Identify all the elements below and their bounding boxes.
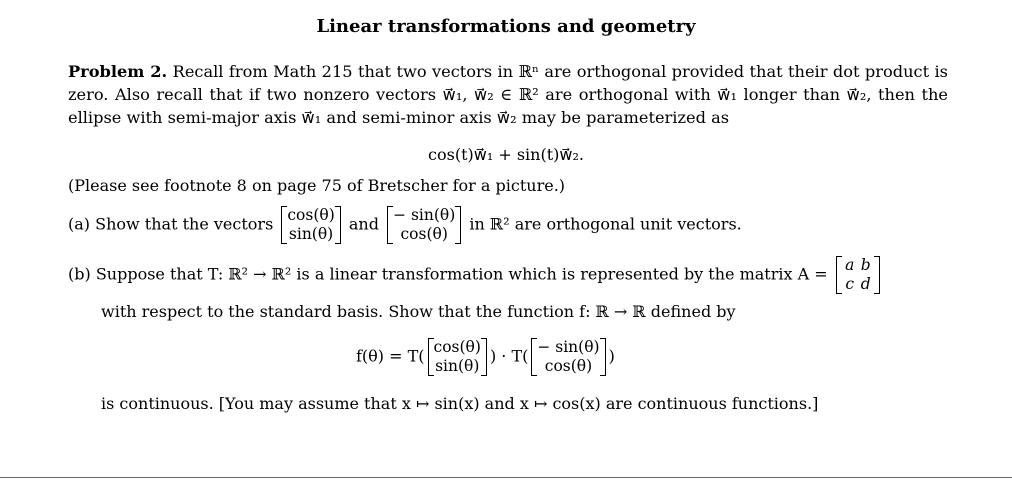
vector-entry: sin(θ) [435, 357, 480, 375]
part-b-label: (b) [68, 264, 91, 284]
parametrization-equation: cos(t)w⃗₁ + sin(t)w⃗₂. [428, 145, 584, 164]
problem-label: Problem 2. [68, 62, 168, 81]
vector-entry: cos(θ) [433, 338, 481, 356]
page-divider [0, 477, 1012, 478]
part-a-text-after: in ℝ² are orthogonal unit vectors. [469, 214, 742, 234]
matrix-entry: c [845, 275, 855, 293]
vector-cos-sin [428, 338, 487, 376]
part-a-text-before: Show that the vectors [95, 214, 274, 234]
part-b-line3: is continuous. [You may assume that x ↦ sin(x) and x ↦ cos(x) are continuous functions.] [101, 394, 819, 413]
part-a-label: (a) [68, 214, 91, 234]
vector-negsin-cos [531, 338, 605, 376]
matrix-row [842, 256, 874, 275]
problem-intro-text: Recall from Math 215 that two vectors in ℝⁿ are orthogonal provided that their dot product is zero. Also recall that if two nonzero vectors w⃗₁, w⃗₂ ∈ ℝ² are orthogonal with w⃗₁ longer than w⃗₂, then the ellipse with semi-major axis w⃗₁ and semi-minor axis w⃗₂ may be parameterized as [68, 62, 948, 127]
formula-end: ) [608, 346, 615, 366]
vector-entry: cos(θ) [287, 206, 335, 224]
vector-entry: cos(θ) [400, 225, 448, 243]
function-definition [356, 338, 615, 376]
problem-intro [68, 60, 948, 129]
formula-mid: ) · T( [489, 346, 529, 366]
part-b-line1 [68, 256, 883, 294]
vector-entry: − sin(θ) [393, 206, 456, 224]
vector-entry: cos(θ) [544, 357, 593, 375]
vector-entry: sin(θ) [288, 225, 334, 243]
formula-lhs: f(θ) = T( [356, 346, 425, 366]
part-a-connector: and [348, 214, 379, 234]
page-title: Linear transformations and geometry [316, 16, 696, 37]
matrix-entry: a [845, 256, 855, 274]
vector-entry: − sin(θ) [537, 338, 600, 356]
matrix-A [836, 256, 880, 294]
vector-cos-sin [281, 206, 340, 244]
footnote-reference: (Please see footnote 8 on page 75 of Bretscher for a picture.) [68, 176, 566, 195]
matrix-entry: d [860, 275, 871, 293]
matrix-entry: b [860, 256, 871, 274]
vector-negsin-cos [387, 206, 461, 244]
part-b-text-1: Suppose that T: ℝ² → ℝ² is a linear transformation which is represented by the matrix A = [95, 264, 828, 284]
part-a [68, 206, 742, 244]
part-b-line2: with respect to the standard basis. Show that the function f: ℝ → ℝ defined by [101, 302, 736, 321]
matrix-row [842, 275, 874, 294]
